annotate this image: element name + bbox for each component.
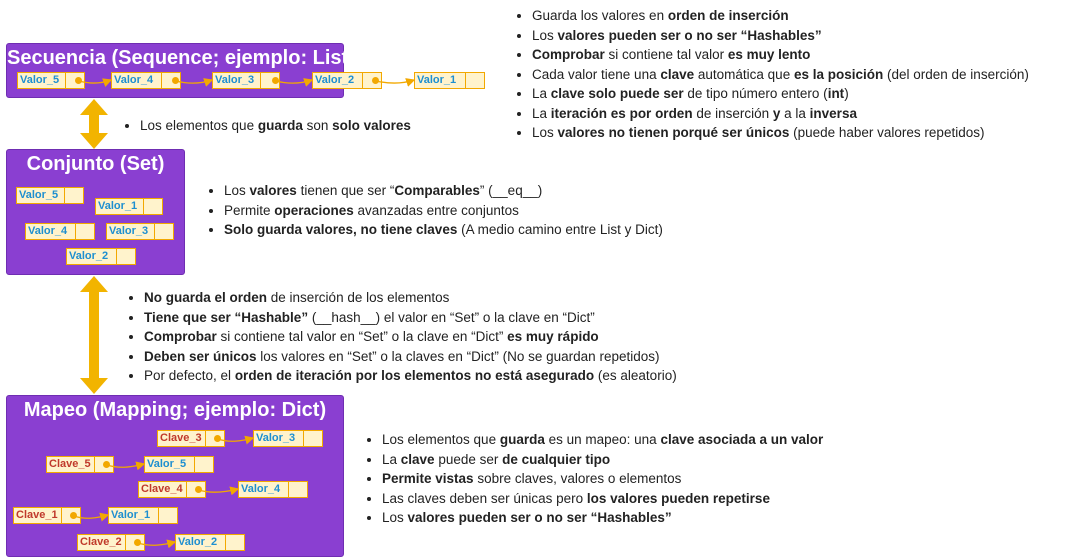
double-arrow-seq-set [80, 99, 108, 149]
note-item: • No guarda el orden de inserción de los elementos [144, 288, 677, 308]
note-item: • Permite operaciones avanzadas entre conjuntos [224, 201, 663, 221]
note-item: • La clave solo puede ser de tipo número entero (int) [532, 84, 1029, 104]
note-item: • Comprobar si contiene tal valor es muy lento [532, 45, 1029, 65]
pointer-dot [214, 435, 221, 442]
sequence-item [414, 72, 485, 89]
pointer-dot [134, 539, 141, 546]
set-item [25, 223, 95, 240]
note-item: • Los valores pueden ser o no ser “Hashables” [532, 26, 1029, 46]
value-label: Valor_1 [111, 509, 151, 521]
double-arrow-set-map [80, 276, 108, 394]
item-label: Valor_1 [98, 200, 138, 212]
note-item: • Por defecto, el orden de iteración por los elementos no está asegurado (es aleatorio) [144, 366, 677, 386]
value-label: Valor_2 [178, 536, 218, 548]
note-item: • Comprobar si contiene tal valor en “Set” o la clave en “Dict” es muy rápido [144, 327, 677, 347]
pointer-dot [103, 461, 110, 468]
pointer-dot [272, 77, 279, 84]
note-item: • Los valores pueden ser o no ser “Hashables” [382, 508, 823, 528]
mapping-value [253, 430, 323, 447]
item-label: Valor_5 [19, 189, 59, 201]
item-label: Valor_2 [315, 74, 355, 86]
note-item: • Los valores no tienen porqué ser únicos (puede haber valores repetidos) [532, 123, 1029, 143]
mapping-title: Mapeo (Mapping; ejemplo: Dict) [23, 399, 327, 421]
value-label: Valor_4 [241, 483, 281, 495]
note-item: • La iteración es por orden de inserción y a la inversa [532, 104, 1029, 124]
note-item: • Los elementos que guarda es un mapeo: una clave asociada a un valor [382, 430, 823, 450]
key-label: Clave_4 [141, 483, 183, 495]
mapping-value [238, 481, 308, 498]
note-item: • La clave puede ser de cualquier tipo [382, 450, 823, 470]
key-label: Clave_1 [16, 509, 58, 521]
key-label: Clave_5 [49, 458, 91, 470]
set-item [66, 248, 136, 265]
pointer-dot [372, 77, 379, 84]
item-label: Valor_3 [215, 74, 255, 86]
sequence-panel [6, 43, 355, 98]
pointer-dot [70, 512, 77, 519]
note-item: • Las claves deben ser únicas pero los valores pueden repetirse [382, 489, 823, 509]
mapping-value [144, 456, 214, 473]
key-label: Clave_2 [80, 536, 122, 548]
item-label: Valor_3 [109, 225, 149, 237]
key-label: Clave_3 [160, 432, 202, 444]
pointer-dot [75, 77, 82, 84]
note-item: • Solo guarda valores, no tiene claves (A medio camino entre List y Dict) [224, 220, 663, 240]
pointer-dot [172, 77, 179, 84]
set-item [95, 198, 163, 215]
item-label: Valor_2 [69, 250, 109, 262]
sequence-item [212, 72, 280, 89]
item-label: Valor_4 [114, 74, 154, 86]
value-label: Valor_3 [256, 432, 296, 444]
set-map-notes [124, 288, 677, 386]
note-item: • Permite vistas sobre claves, valores o elementos [382, 469, 823, 489]
item-label: Valor_1 [417, 74, 457, 86]
sequence-notes [512, 6, 1029, 143]
set-item [106, 223, 174, 240]
item-label: Valor_4 [28, 225, 68, 237]
item-label: Valor_5 [20, 74, 60, 86]
value-label: Valor_5 [147, 458, 187, 470]
note-item: • Deben ser únicos los valores en “Set” o la claves en “Dict” (No se guardan repetidos) [144, 347, 677, 367]
sequence-item [111, 72, 181, 89]
pointer-dot [195, 486, 202, 493]
set-notes [204, 181, 663, 240]
mapping-panel [6, 395, 344, 557]
note-item: • Los valores tienen que ser “Comparables” (__eq__) [224, 181, 663, 201]
seq-set-notes [120, 116, 411, 136]
mapping-notes [362, 430, 823, 528]
note-item: • Guarda los valores en orden de inserción [532, 6, 1029, 26]
set-title: Conjunto (Set) [26, 153, 165, 175]
mapping-value [175, 534, 245, 551]
sequence-title: Secuencia (Sequence; ejemplo: List) [7, 47, 355, 69]
note-item: • Tiene que ser “Hashable” (__hash__) el valor en “Set” o la clave en “Dict” [144, 308, 677, 328]
note-item: • Cada valor tiene una clave automática que es la posición (del orden de inserción) [532, 65, 1029, 85]
mapping-value [108, 507, 178, 524]
note-item: • Los elementos que guarda son solo valores [140, 116, 411, 136]
set-item [16, 187, 84, 204]
